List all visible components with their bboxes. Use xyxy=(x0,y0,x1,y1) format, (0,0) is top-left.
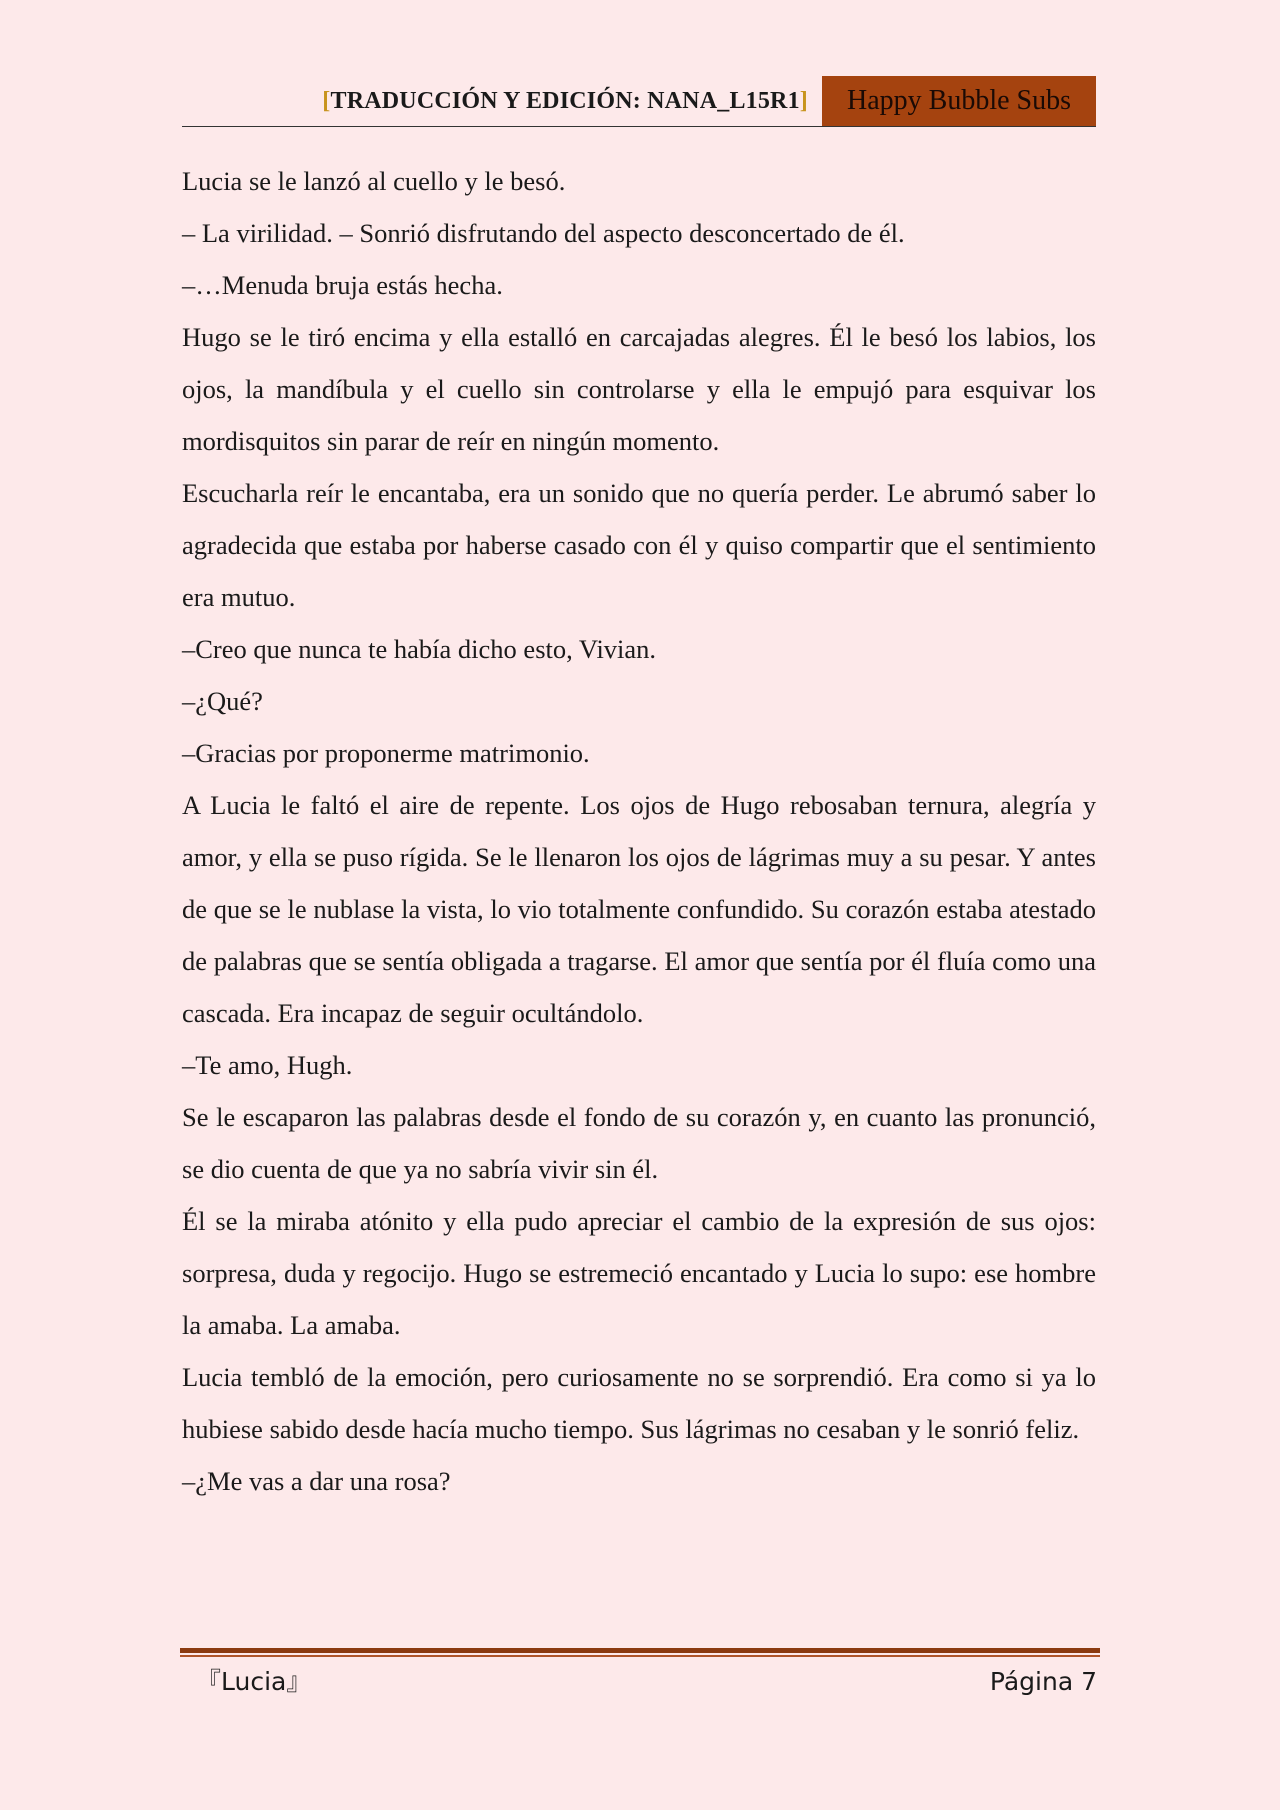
paragraph: –Gracias por proponerme matrimonio. xyxy=(182,738,590,768)
paragraph: Escucharla reír le encantaba, era un sonido que no quería perder. Le abrumó saber lo agradecida que estaba por haberse casado con él y quiso compartir que el sentimiento era mutuo. xyxy=(182,478,1096,612)
translation-credit xyxy=(322,88,808,115)
footer-divider-thick xyxy=(180,1648,1100,1653)
paragraph: –…Menuda bruja estás hecha. xyxy=(182,270,503,300)
footer-divider-thin xyxy=(180,1655,1100,1657)
paragraph: – La virilidad. – Sonrió disfrutando del aspecto desconcertado de él. xyxy=(182,218,905,248)
paragraph: Hugo se le tiró encima y ella estalló en carcajadas alegres. Él le besó los labios, los ojos, la mandíbula y el cuello sin controlarse y ella le empujó para esquivar los mordisquitos sin parar de reír en ningún momento. xyxy=(182,322,1096,456)
footer-book-title: 『Lucia』 xyxy=(196,1667,312,1696)
paragraph: A Lucia le faltó el aire de repente. Los ojos de Hugo rebosaban ternura, alegría y amor, y ella se puso rígida. Se le llenaron los ojos de lágrimas muy a su pesar. Y antes de que se le nublase la vista, lo vio totalmente confundido. Su corazón estaba atestado de palabras que se sentía obligada a tragarse. El amor que sentía por él fluía como una cascada. Era incapaz de seguir ocultándolo. xyxy=(182,790,1096,1028)
credit-bracket-open: [ xyxy=(322,88,331,114)
paragraph: Se le escaparon las palabras desde el fondo de su corazón y, en cuanto las pronunció, se dio cuenta de que ya no sabría vivir sin él. xyxy=(182,1102,1096,1184)
paragraph: –¿Qué? xyxy=(182,686,263,716)
page-header xyxy=(182,76,1096,127)
paragraph: –Creo que nunca te había dicho esto, Vivian. xyxy=(182,634,657,664)
footer-divider xyxy=(180,1648,1100,1658)
credit-bracket-close: ] xyxy=(799,88,808,114)
page-body xyxy=(182,155,1096,1507)
footer-page-number: Página 7 xyxy=(989,1667,1097,1696)
brand-label: Happy Bubble Subs xyxy=(822,76,1096,126)
paragraph: –¿Me vas a dar una rosa? xyxy=(182,1466,451,1496)
paragraph: Lucia tembló de la emoción, pero curiosamente no se sorprendió. Era como si ya lo hubiese sabido desde hacía mucho tiempo. Sus lágrimas no cesaban y le sonrió feliz. xyxy=(182,1362,1096,1444)
credit-text: TRADUCCIÓN Y EDICIÓN: NANA_L15R1 xyxy=(330,88,800,114)
paragraph: –Te amo, Hugh. xyxy=(182,1050,353,1080)
paragraph: Él se la miraba atónito y ella pudo apreciar el cambio de la expresión de sus ojos: sorpresa, duda y regocijo. Hugo se estremeció encantado y Lucia lo supo: ese hombre la amaba. La amaba. xyxy=(182,1206,1096,1340)
paragraph: Lucia se le lanzó al cuello y le besó. xyxy=(182,166,566,196)
